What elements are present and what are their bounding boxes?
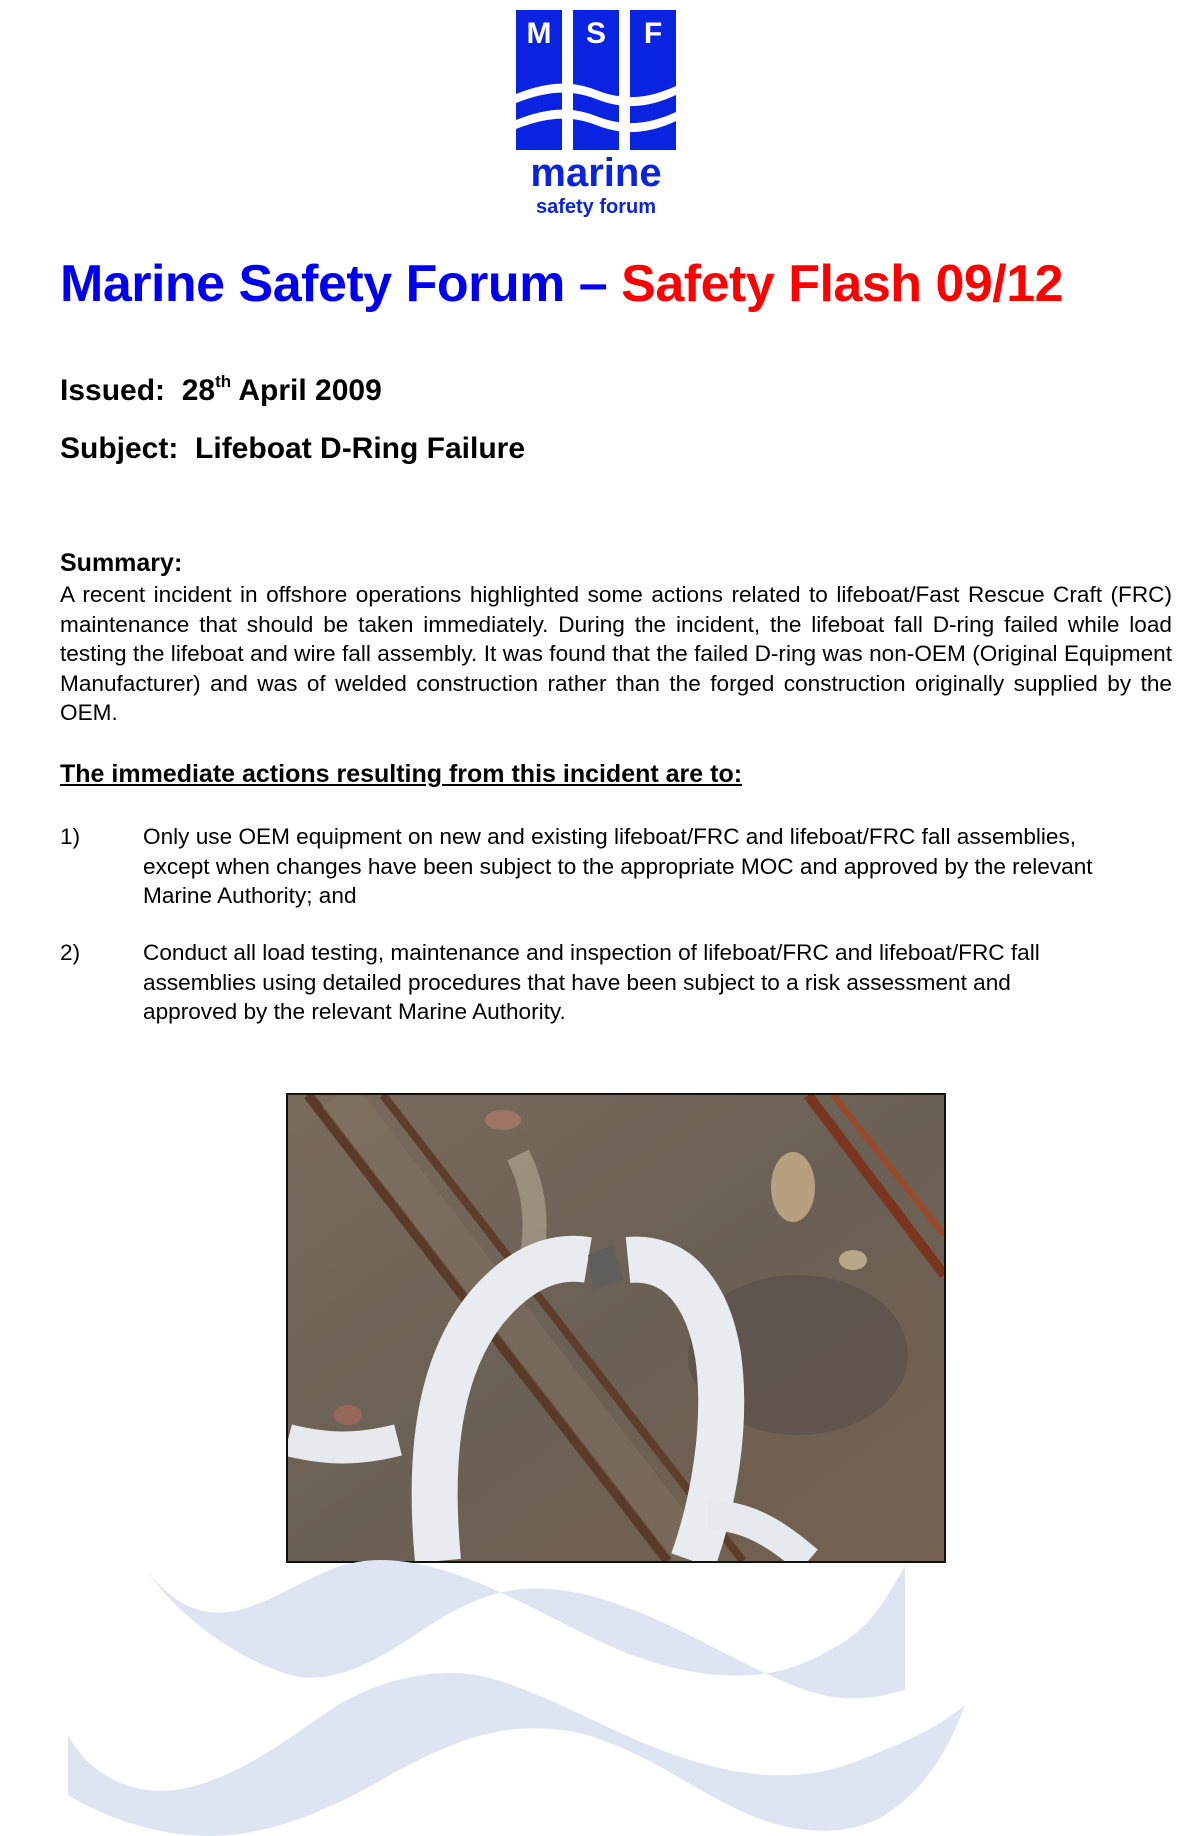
logo-letter-f: F: [643, 17, 663, 50]
summary-body: A recent incident in offshore operations highlighted some actions related to lifeboat/Fast Rescue Craft (FRC) maintenance that should be taken immediately. During the incident, the lifeboat fall D-ring failed while load testing the lifeboat and wire fall assembly. It was found that the failed D-ring was non-OEM (Original Equipment Manufacturer) and was of welded construction rather than the forged construction originally supplied by the OEM.: [60, 582, 1172, 725]
issued-day: 28: [181, 374, 216, 407]
d-ring-illustration: [288, 1095, 944, 1561]
logo-letter-m: M: [526, 17, 552, 50]
subject-line: [60, 430, 525, 468]
subject-label: Subject:: [60, 432, 179, 465]
logo-columns: [516, 10, 676, 150]
logo-word-marine: marine: [530, 151, 662, 195]
page-title: [60, 252, 1160, 316]
title-flash-number: Safety Flash 09/12: [621, 255, 1064, 313]
issued-day-suffix: th: [215, 372, 232, 391]
title-org: Marine Safety Forum –: [60, 255, 608, 313]
action-item-text: Conduct all load testing, maintenance and inspection of lifeboat/FRC and lifeboat/FRC fall assemblies using detailed procedures that have been subject to a risk assessment and approved by the relevant Marine Authority.: [143, 940, 1040, 1024]
summary-heading: Summary:: [60, 549, 183, 577]
action-item-text: Only use OEM equipment on new and existing lifeboat/FRC and lifeboat/FRC fall assemblies, except when changes have been subject to the appropriate MOC and approved by the relevant Marine Authority; and: [143, 824, 1093, 908]
logo-letter-s: S: [585, 17, 606, 50]
action-item-number: 1): [60, 824, 81, 849]
failed-d-ring-photo: [286, 1093, 946, 1563]
subject-value: Lifeboat D-Ring Failure: [195, 432, 526, 465]
background-wave-decoration: [0, 1560, 1200, 1836]
issued-month-year: April 2009: [238, 374, 382, 407]
logo-word-safety-forum: safety forum: [535, 196, 657, 218]
logo-wave-icon: [516, 80, 676, 140]
action-item-number: 2): [60, 940, 81, 965]
msf-logo: [516, 10, 684, 220]
issued-label: Issued:: [60, 374, 166, 407]
issued-line: [60, 372, 382, 410]
actions-heading: The immediate actions resulting from this incident are to:: [60, 760, 743, 788]
